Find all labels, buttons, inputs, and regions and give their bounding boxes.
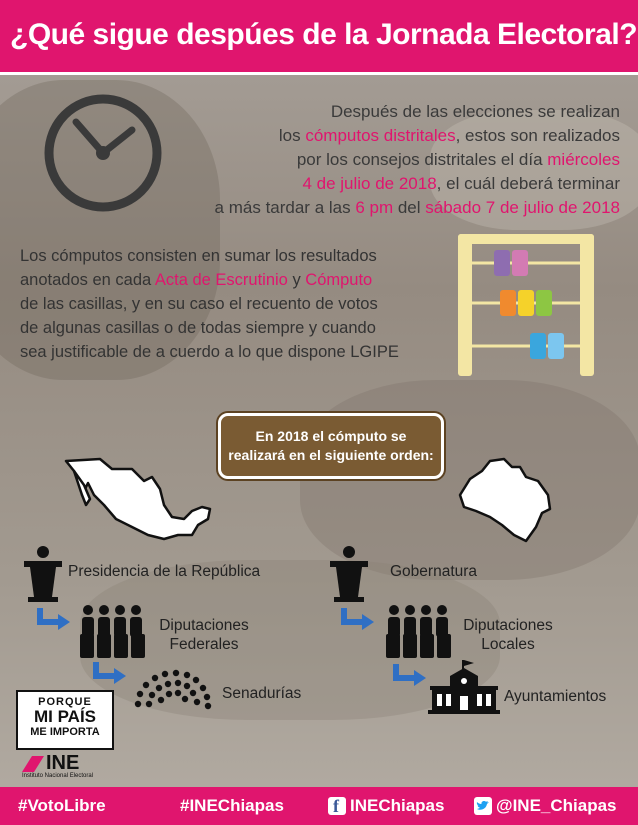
campaign-logo-line: ME IMPORTA xyxy=(30,726,100,738)
step-diputaciones-federales xyxy=(152,616,256,654)
description-text: de las casillas, y en su caso el recuento de votos xyxy=(20,295,378,313)
step-label-line: Diputaciones xyxy=(159,617,249,634)
intro-text: , el cuál deberá terminar xyxy=(436,174,620,193)
arrow-icon xyxy=(340,606,376,634)
ine-mark-icon xyxy=(20,754,46,774)
description-text: Los cómputos consisten en sumar los resultados xyxy=(20,247,377,265)
group-icon xyxy=(384,604,454,660)
city-hall-icon xyxy=(428,660,500,714)
header-divider xyxy=(0,72,638,75)
arrow-icon xyxy=(392,662,428,690)
step-presidencia: Presidencia de la República xyxy=(68,563,261,580)
intro-highlight: 4 de julio de 2018 xyxy=(302,174,437,193)
step-ayuntamientos: Ayuntamientos xyxy=(504,688,607,705)
group-icon xyxy=(78,604,148,660)
intro-paragraph xyxy=(180,100,620,220)
footer-hashtag-votolibre[interactable]: #VotoLibre xyxy=(18,796,106,815)
description-highlight: Cómputo xyxy=(305,271,373,289)
description-highlight: Acta de Escrutinio xyxy=(154,271,288,289)
clock-icon xyxy=(42,92,164,214)
footer-hashtag-inechiapas[interactable]: #INEChiapas xyxy=(180,796,284,815)
description-text: de algunas casillas o de todas siempre y cuando xyxy=(20,319,376,337)
arrow-icon xyxy=(36,606,72,634)
footer-twitter-handle[interactable]: @INE_Chiapas xyxy=(496,796,617,815)
footer-bar xyxy=(0,787,638,825)
arrow-icon xyxy=(92,660,128,688)
campaign-logo-line: MI PAÍS xyxy=(33,707,97,726)
twitter-icon[interactable] xyxy=(474,797,492,815)
intro-highlight: 6 pm xyxy=(355,198,394,217)
step-label-line: Federales xyxy=(169,636,239,653)
step-diputaciones-locales xyxy=(458,616,558,654)
chiapas-map-icon xyxy=(456,455,556,547)
step-gobernatura: Gobernatura xyxy=(390,563,478,580)
intro-text: del xyxy=(393,198,426,217)
ine-logo-subtitle: Instituto Nacional Electoral xyxy=(22,773,94,779)
description-text: anotados en cada xyxy=(20,271,155,289)
intro-highlight: sábado 7 de julio de 2018 xyxy=(425,198,620,217)
step-label-line: Locales xyxy=(481,636,535,653)
facebook-icon[interactable]: f xyxy=(328,797,346,815)
description-text: y xyxy=(287,271,306,289)
podium-icon xyxy=(22,545,64,603)
description-paragraph xyxy=(20,244,430,364)
step-label-line: Diputaciones xyxy=(463,617,553,634)
campaign-logo-line: PORQUE xyxy=(38,696,92,708)
senate-icon xyxy=(130,666,214,710)
ine-logo-name: INE xyxy=(46,752,80,774)
mexico-map-icon xyxy=(60,455,220,545)
intro-highlight: miércoles xyxy=(547,150,620,169)
header-bar xyxy=(0,0,638,72)
abacus-icon xyxy=(452,230,602,380)
page-title: ¿Qué sigue despúes de la Jornada Electoral? xyxy=(10,18,638,51)
order-badge xyxy=(218,413,444,479)
campaign-logo xyxy=(16,690,114,750)
step-senadurias: Senadurías xyxy=(222,685,302,702)
order-badge-line: realizará en el siguiente orden: xyxy=(228,447,434,463)
podium-icon xyxy=(328,545,370,603)
intro-highlight: cómputos distritales xyxy=(305,126,456,145)
footer-facebook-handle[interactable]: INEChiapas xyxy=(350,796,445,815)
ine-logo xyxy=(16,752,110,782)
intro-text: , estos son realizados xyxy=(455,126,620,145)
intro-text: los xyxy=(278,126,306,145)
intro-text: a más tardar a las xyxy=(214,198,356,217)
order-badge-line: En 2018 el cómputo se xyxy=(255,428,407,444)
description-text: sea justificable de a cuerdo a lo que dispone LGIPE xyxy=(20,343,399,361)
intro-line: Después de las elecciones se realizan xyxy=(330,102,620,121)
intro-text: por los consejos distritales el día xyxy=(296,150,548,169)
